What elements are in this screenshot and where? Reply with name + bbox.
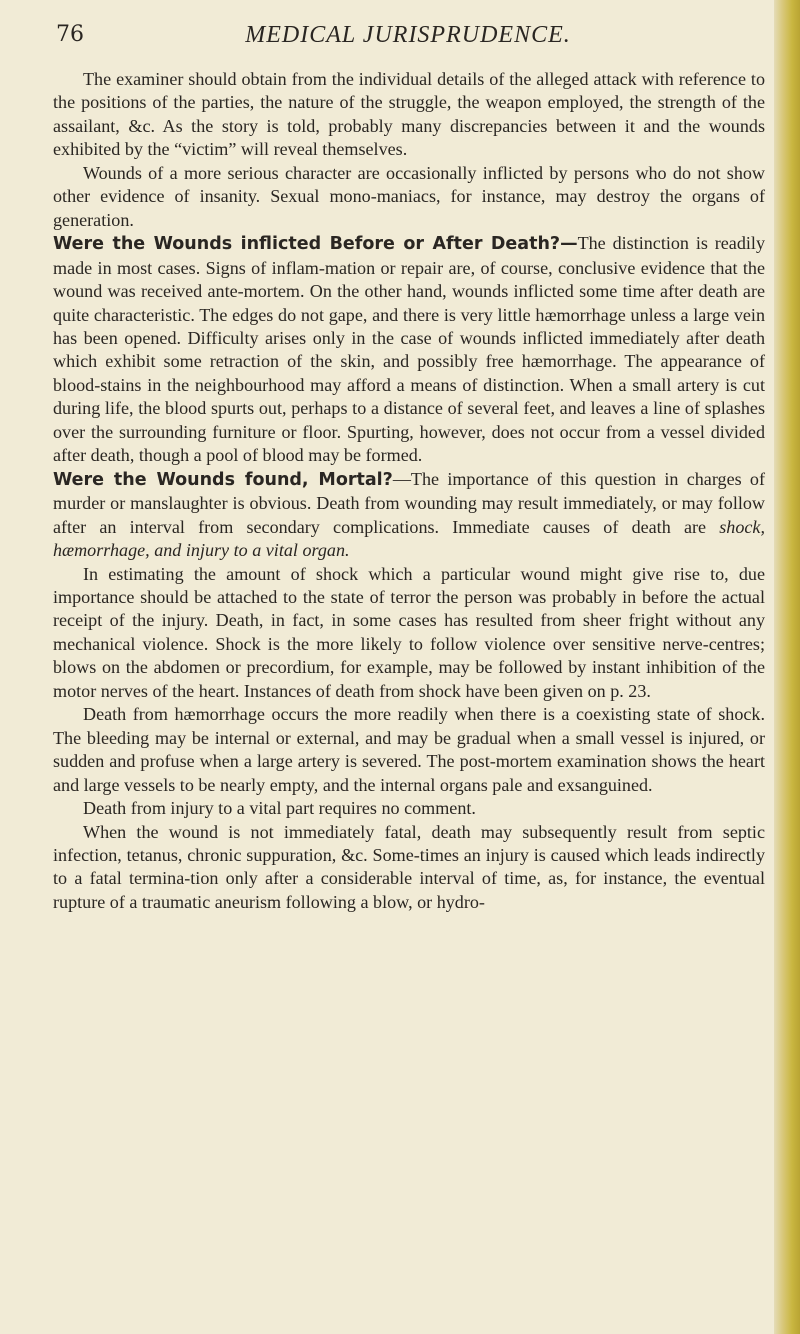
running-title: MEDICAL JURISPRUDENCE. (245, 22, 571, 48)
paragraph-8: When the wound is not immediately fatal, death may subsequently result from septic infection, tetanus, chronic suppuration, &c. Some-times an injury is caused which leads indirectly to a fatal termina-tion only after a considerable interval of time, as, for instance, the eventual rupture of a traumatic aneurism following a blow, or hydro- (53, 821, 765, 912)
paragraph-3-body: The distinction is readily made in most cases. Signs of inflam-mation or repair are, of course, conclusive evidence that the wound was received ante-mortem. On the other hand, wounds inflicted some time after death are quite characteristic. The edges do not gape, and there is very little hæmorrhage unless a large vein has been opened. Difficulty arises only in the case of wounds inflicted immediately after death which exhibit some retraction of the skin, and possibly free hæmorrhage. The appearance of blood-stains in the neighbourhood may afford a means of distinction. When a small artery is cut during life, the blood spurts out, perhaps to a distance of several feet, and leaves a line of splashes over the surrounding furniture or floor. Spurting, however, does not occur from a vessel divided after death, though a pool of blood may be formed. (53, 233, 765, 466)
page-header (48, 22, 768, 52)
paragraph-3 (53, 232, 765, 468)
paragraph-7: Death from injury to a vital part requires no comment. (83, 798, 476, 819)
section-heading-mortal: Were the Wounds found, Mortal? (53, 469, 393, 490)
paragraph-2: Wounds of a more serious character are occasionally inflicted by persons who do not show other evidence of insanity. Sexual mono-maniacs, for instance, may destroy the organs of generation. (53, 162, 765, 230)
paragraph-5: In estimating the amount of shock which a particular wound might give rise to, due importance should be attached to the state of terror the person was probably in before the actual receipt of the injury. Death, in fact, in some cases has resulted from sheer fright without any mechanical violence. Shock is the more likely to follow violence over sensitive nerve-centres; blows on the abdomen or precordium, for example, may be followed by instant inhibition of the motor nerves of the heart. Instances of death from shock have been given on p. 23. (53, 563, 765, 701)
body-text (53, 68, 765, 914)
paragraph-1: The examiner should obtain from the individual details of the alleged attack with reference to the positions of the parties, the nature of the struggle, the weapon employed, the strength of the assailant, &c. As the story is told, probably many discrepancies between it and the wounds exhibited by the “victim” will reveal themselves. (53, 69, 765, 160)
page-edge (774, 0, 800, 1334)
paragraph-4-body: —The importance of this question in charges of murder or manslaughter is obvious. Death from wounding may result immediately, or may follow after an interval from secondary complications. Immediate causes of death are (53, 468, 766, 537)
paragraph-4 (53, 468, 765, 563)
paragraph-4-italic: shock, hæmorrhage, and injury to a vital organ. (53, 516, 765, 561)
paragraph-6: Death from hæmorrhage occurs the more readily when there is a coexisting state of shock. The bleeding may be internal or external, and may be gradual when a small vessel is injured, or sudden and profuse when a large artery is severed. The post-mortem examination shows the heart and large vessels to be nearly empty, and the internal organs pale and exsanguined. (53, 704, 765, 795)
section-heading-before-after-death: Were the Wounds inflicted Before or After Death?— (53, 234, 578, 255)
page-number: 76 (56, 22, 84, 47)
